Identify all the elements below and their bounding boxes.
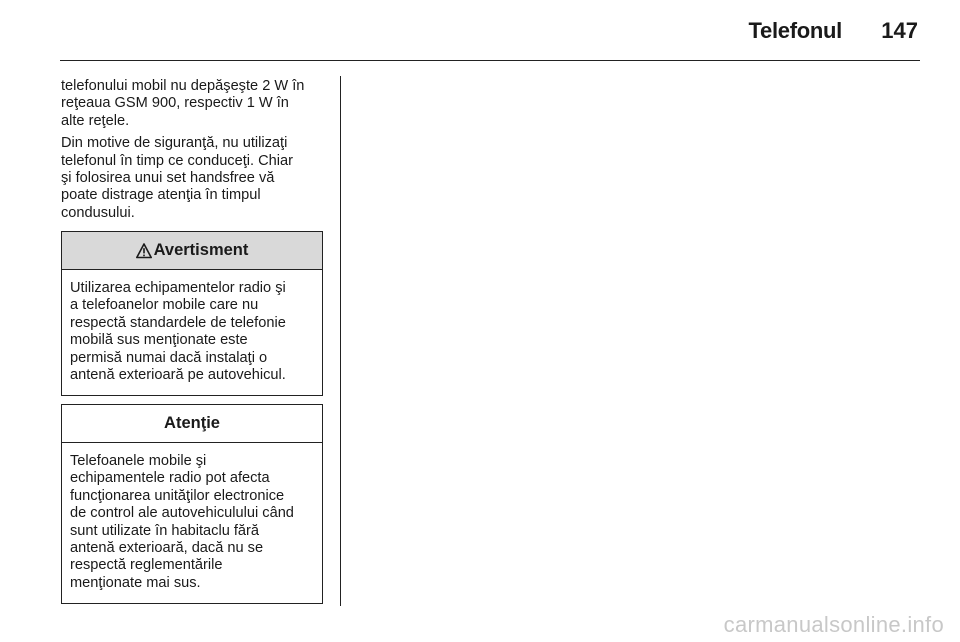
text-line: reţeaua GSM 900, respectiv 1 W în [61, 95, 289, 112]
text-line: permisă numai dacă instalaţi o [70, 349, 268, 366]
warning-box [61, 231, 323, 396]
left-column [61, 78, 323, 227]
text-line: poate distrage atenţia în timpul [61, 187, 261, 204]
attention-title: Atenţie [164, 414, 220, 432]
text-line: funcţionarea unităţilor electronice [70, 487, 285, 504]
watermark: carmanualsonline.info [723, 612, 944, 637]
page-title: Telefonul [748, 18, 842, 43]
text-line: telefonul în timp ce conduceţi. Chiar [61, 152, 294, 169]
text-line: respectă standardele de telefonie [70, 314, 286, 331]
intro-paragraph-1 [61, 78, 323, 130]
text-line: de control ale autovehiculului când [70, 505, 294, 522]
column-divider [340, 76, 341, 606]
text-line: antenă exterioară, dacă nu se [70, 540, 264, 557]
text-line: telefonului mobil nu depăşeşte 2 W în [61, 78, 305, 94]
text-line: condusului. [61, 204, 135, 221]
text-line: alte reţele. [61, 112, 130, 129]
text-line: echipamentele radio pot afecta [70, 470, 270, 487]
text-line: Utilizarea echipamentelor radio şi [70, 280, 286, 296]
text-line: respectă reglementările [70, 557, 223, 574]
page-header [0, 0, 960, 62]
text-line: Telefoanele mobile şi [70, 453, 207, 469]
warning-title: Avertisment [153, 241, 249, 259]
text-line: mobilă sus menţionate este [70, 332, 248, 349]
attention-body [62, 443, 322, 592]
attention-box [61, 404, 323, 604]
text-line: a telefoanelor mobile care nu [70, 297, 259, 314]
header-divider [60, 60, 920, 61]
text-line: antenă exterioară pe autovehicul. [70, 367, 286, 384]
text-line: Din motive de siguranţă, nu utilizaţi [61, 135, 288, 152]
text-line: şi folosirea unui set handsfree vă [61, 170, 275, 187]
warning-body [62, 270, 322, 384]
warning-header [62, 232, 322, 270]
text-line: menţionate mai sus. [70, 574, 201, 591]
attention-header [62, 405, 322, 443]
page-number: 147 [881, 18, 918, 43]
warning-triangle-icon [136, 243, 152, 259]
intro-paragraph-2 [61, 135, 323, 222]
text-line: sunt utilizate în habitaclu fără [70, 522, 260, 539]
